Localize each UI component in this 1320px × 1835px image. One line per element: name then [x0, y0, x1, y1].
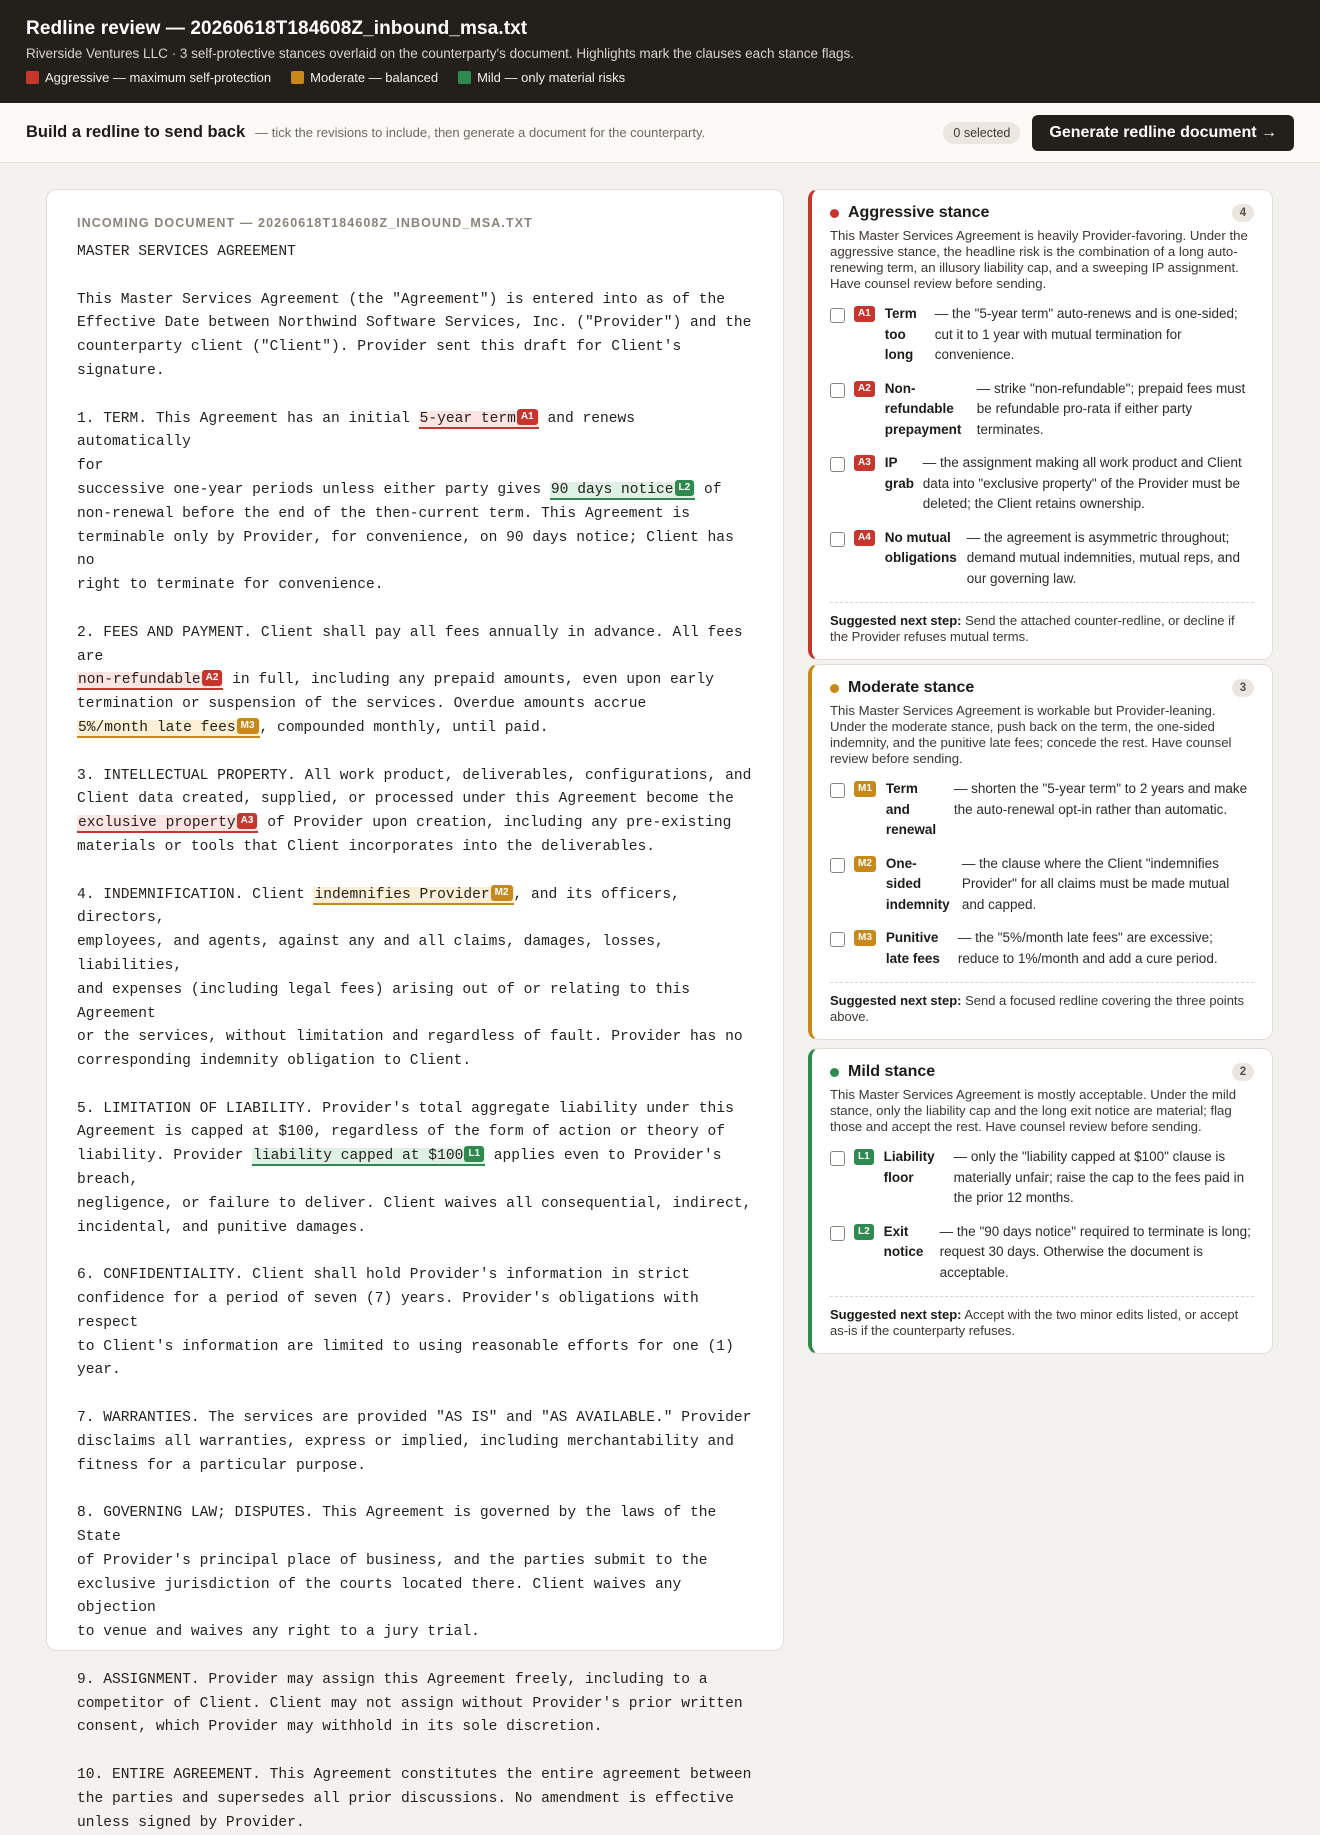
revision-checkbox-a3[interactable]	[830, 457, 845, 472]
suggested-next-step: Suggested next step: Accept with the two minor edits listed, or accept as-is if the counterparty refuses.	[830, 1296, 1254, 1339]
tag-l1: L1	[464, 1146, 484, 1162]
tag-a3: A3	[237, 813, 258, 829]
stance-dot	[830, 1068, 839, 1077]
revision-item-m2: M2 One-sided indemnity — the clause where the Client "indemnifies Provider" for all claims must be made mutual and capped.	[830, 854, 1254, 916]
tag-l1: L1	[854, 1149, 874, 1165]
stance-dot	[830, 684, 839, 693]
stance-count: 3	[1232, 679, 1254, 697]
highlight-a1[interactable]: 5-year term A1	[419, 411, 539, 429]
revision-checkbox-a2[interactable]	[830, 383, 845, 398]
aggressive-stance-card	[808, 189, 1273, 660]
revision-item-a3: A3 IP grab — the assignment making all work product and Client data into "exclusive property" of the Provider must be deleted; the Client retains ownership.	[830, 453, 1254, 515]
revision-item-l2: L2 Exit notice — the "90 days notice" required to terminate is long; request 30 days. Otherwise the document is acceptable.	[830, 1222, 1254, 1284]
stance-dot	[830, 209, 839, 218]
tag-m1: M1	[854, 781, 876, 797]
document-intro: This Master Services Agreement (the "Agreement") is entered into as of the Effective Date between Northwind Software Services, Inc. ("Provider") and the counterparty client ("Client"). Provider sent this draft for Client's signature.	[77, 291, 752, 379]
revision-item-m3: M3 Punitive late fees — the "5%/month late fees" are excessive; reduce to 1%/month and add a cure period.	[830, 928, 1254, 969]
highlight-m2[interactable]: indemnifies Provider M2	[313, 887, 513, 905]
stance-title: Aggressive stance	[848, 204, 990, 221]
stance-title: Moderate stance	[848, 679, 975, 696]
tag-a1: A1	[517, 409, 538, 425]
legend-swatch	[458, 71, 471, 84]
revision-item-a4: A4 No mutual obligations — the agreement is asymmetric throughout; demand mutual indemnities, mutual reps, and our governing law.	[830, 528, 1254, 590]
document-text	[77, 241, 753, 1835]
page-header	[0, 0, 1320, 103]
tag-l2: L2	[854, 1224, 874, 1240]
revision-checkbox-a4[interactable]	[830, 532, 845, 547]
legend-item-mild: Mild — only material risks	[458, 70, 625, 85]
tag-m2: M2	[854, 856, 876, 872]
suggested-next-step: Suggested next step: Send the attached counter-redline, or decline if the Provider refuses mutual terms.	[830, 602, 1254, 645]
revision-item-a1: A1 Term too long — the "5-year term" auto-renews and is one-sided; cut it to 1 year with mutual termination for convenience.	[830, 304, 1254, 366]
legend-swatch	[26, 71, 39, 84]
tag-a3: A3	[854, 455, 875, 471]
page-title: Redline review — 20260618T184608Z_inbound_msa.txt	[26, 18, 528, 39]
tag-a4: A4	[854, 530, 875, 546]
clause-term: 1. TERM. This Agreement has an initial 5-year term A1 and renews automatically for successive one-year periods unless either party gives 90 days notice L2 of non-renewal before the end of the then-current term. This Agreement is terminable only by Provider, for convenience, on 90 days notice; Client has no right to terminate for convenience.	[77, 410, 734, 594]
revision-checkbox-m1[interactable]	[830, 783, 845, 798]
legend-swatch	[291, 71, 304, 84]
generate-redline-button[interactable]: Generate redline document →	[1032, 115, 1294, 151]
suggested-next-step: Suggested next step: Send a focused redline covering the three points above.	[830, 982, 1254, 1025]
tag-m3: M3	[854, 930, 876, 946]
build-description: — tick the revisions to include, then generate a document for the counterparty.	[255, 125, 706, 140]
stance-count: 4	[1232, 204, 1254, 222]
clause-indemnification: 4. INDEMNIFICATION. Client indemnifies Provider M2 , and its officers, directors, employees, and agents, against any and all claims, damages, losses, liabilities, and expenses (including legal fees) arising out of or relating to this Agreement or the services, without limitation and regardless of fault. Provider has no corresponding indemnity obligation to Client.	[77, 886, 743, 1070]
highlight-l2[interactable]: 90 days notice L2	[550, 482, 695, 500]
tag-m2: M2	[491, 885, 513, 901]
stance-description: This Master Services Agreement is heavily Provider-favoring. Under the aggressive stance, the headline risk is the combination of a long auto-renewing term, an illusory liability cap, and a sweeping IP assignment. Have counsel review before sending.	[830, 228, 1248, 291]
mild-stance-card	[808, 1048, 1273, 1354]
selected-count-badge: 0 selected	[943, 122, 1020, 144]
stance-description: This Master Services Agreement is mostly acceptable. Under the mild stance, only the liability cap and the long exit notice are material; flag those and accept the rest. Have counsel review before sending.	[830, 1087, 1237, 1134]
remaining-clauses: 6. CONFIDENTIALITY. Client shall hold Provider's information in strict confidence for a period of seven (7) years. Provider's obligations with respect to Client's information are limited to using reasonable efforts for one (1) year. 7. WARRANTIES. The services are provided "AS IS" and "AS AVAILABLE." Provider disclaims all warranties, express or implied, including merchantability and fitness for a particular purpose. 8. GOVERNING LAW; DISPUTES. This Agreement is governed by the laws of the State of Provider's principal place of business, and the parties submit to the exclusive jurisdiction of the courts located there. Client waives any objection to venue and waives any right to a jury trial. 9. ASSIGNMENT. Provider may assign this Agreement freely, including to a competitor of Client. Client may not assign without Provider's prior written consent, which Provider may withhold in its sole discretion. 10. ENTIRE AGREEMENT. This Agreement constitutes the entire agreement between the parties and supersedes all prior discussions. No amendment is effective unless signed by Provider.	[77, 1267, 752, 1831]
revision-checkbox-l2[interactable]	[830, 1226, 845, 1241]
build-redline-bar	[0, 103, 1320, 163]
revision-checkbox-a1[interactable]	[830, 308, 845, 323]
highlight-l1[interactable]: liability capped at $100 L1	[252, 1148, 485, 1166]
tag-a2: A2	[854, 381, 875, 397]
stance-description: This Master Services Agreement is workable but Provider-leaning. Under the moderate stance, push back on the term, the one-sided indemnity, and the punitive late fees; concede the rest. Have counsel review before sending.	[830, 703, 1232, 766]
highlight-a2[interactable]: non-refundable A2	[77, 672, 223, 690]
document-title: MASTER SERVICES AGREEMENT	[77, 244, 296, 260]
legend-item-moderate: Moderate — balanced	[291, 70, 438, 85]
tag-a1: A1	[854, 306, 875, 322]
highlight-a3[interactable]: exclusive property A3	[77, 815, 258, 833]
incoming-document-panel	[46, 189, 784, 1831]
tag-m3: M3	[237, 718, 259, 734]
document-heading: INCOMING DOCUMENT — 20260618T184608Z_INBOUND_MSA.TXT	[77, 216, 533, 230]
revision-item-l1: L1 Liability floor — only the "liability capped at $100" clause is materially unfair; raise the cap to the fees paid in the prior 12 months.	[830, 1147, 1254, 1209]
revision-item-a2: A2 Non-refundable prepayment — strike "non-refundable"; prepaid fees must be refundable pro-rata if either party terminates.	[830, 379, 1254, 441]
revision-checkbox-m2[interactable]	[830, 858, 845, 873]
moderate-stance-card	[808, 664, 1273, 1040]
stance-title: Mild stance	[848, 1063, 936, 1080]
page-subtitle: Riverside Ventures LLC · 3 self-protective stances overlaid on the counterparty's document. Highlights mark the clauses each stance flags.	[26, 46, 854, 61]
legend-item-aggressive: Aggressive — maximum self-protection	[26, 70, 271, 85]
revision-item-m1: M1 Term and renewal — shorten the "5-year term" to 2 years and make the auto-renewal opt-in rather than automatic.	[830, 779, 1254, 841]
clause-ip: 3. INTELLECTUAL PROPERTY. All work product, deliverables, configurations, and Client data created, supplied, or processed under this Agreement become the exclusive property A3 of Provider upon creation, including any pre-existing materials or tools that Client incorporates into the deliverables.	[77, 767, 752, 855]
stance-legend	[26, 70, 1294, 85]
highlight-m3[interactable]: 5%/month late fees M3	[77, 720, 260, 738]
revision-checkbox-m3[interactable]	[830, 932, 845, 947]
tag-a2: A2	[202, 670, 223, 686]
clause-fees: 2. FEES AND PAYMENT. Client shall pay all fees annually in advance. All fees are non-refundable A2 in full, including any prepaid amounts, even upon early termination or suspension of the services. Overdue amounts accrue 5%/month late fees M3 , compounded monthly, until paid.	[77, 624, 743, 736]
clause-liability: 5. LIMITATION OF LIABILITY. Provider's total aggregate liability under this Agreement is capped at $100, regardless of the form of action or theory of liability. Provider liability capped at $100 L1 applies even to Provider's breach, negligence, or failure to deliver. Client waives all consequential, indirect, incidental, and punitive damages.	[77, 1100, 752, 1236]
revision-checkbox-l1[interactable]	[830, 1151, 845, 1166]
build-title: Build a redline to send back	[26, 123, 246, 141]
tag-l2: L2	[675, 480, 695, 496]
stance-count: 2	[1232, 1063, 1254, 1081]
